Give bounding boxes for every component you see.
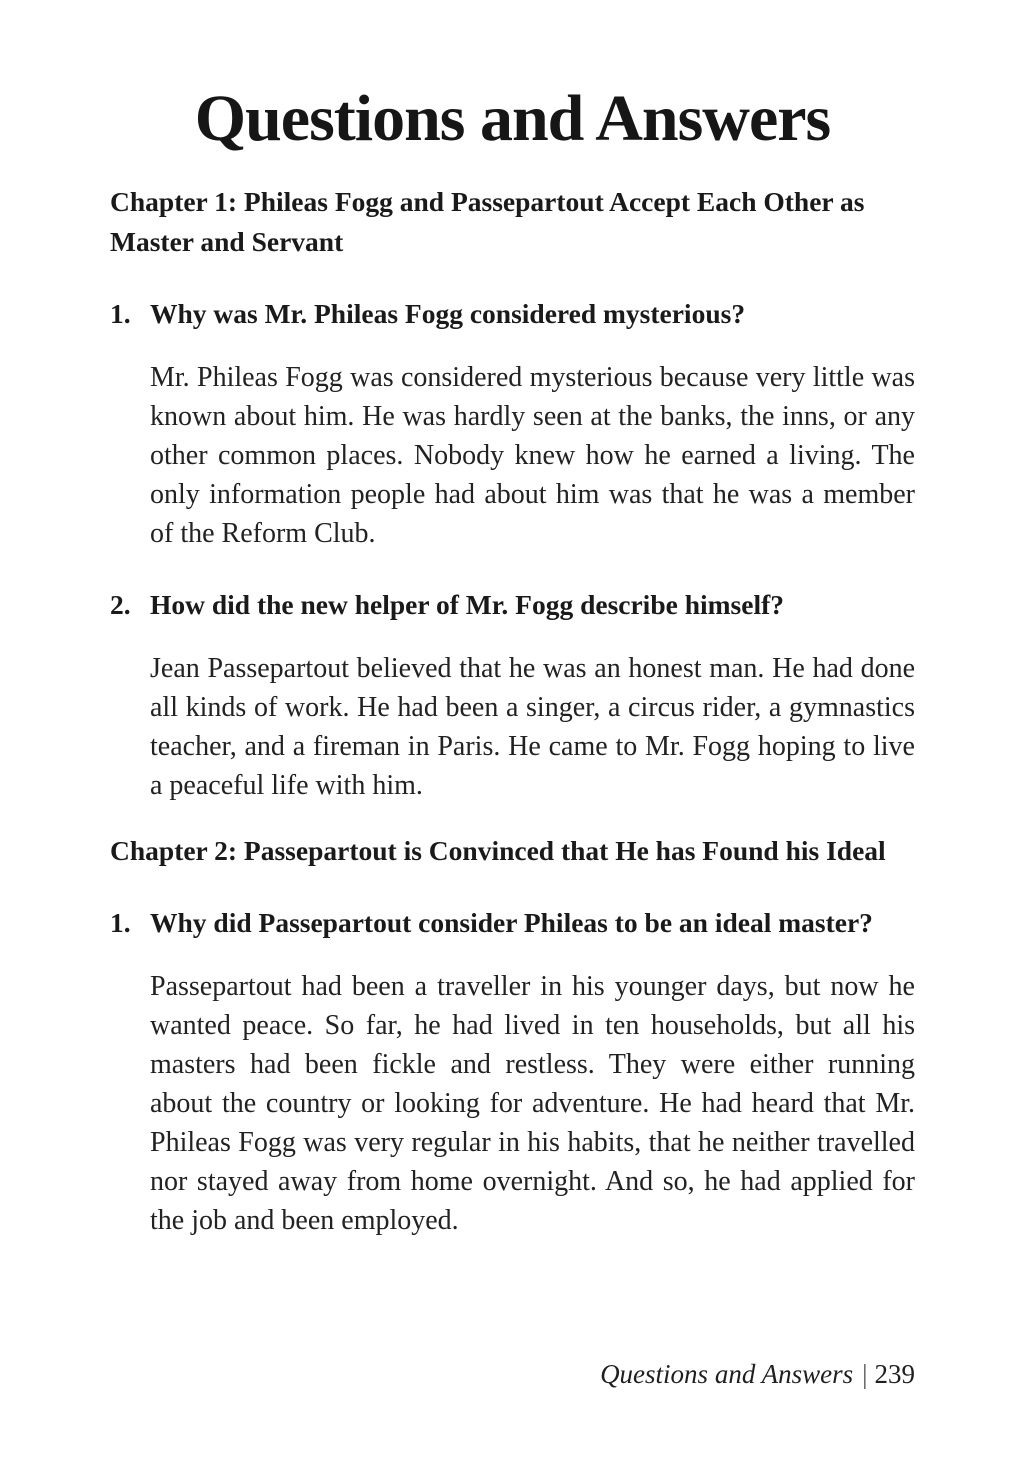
page-title: Questions and Answers: [194, 82, 831, 155]
question-item: [110, 294, 915, 333]
footer-running-title: Questions and Answers: [600, 1359, 854, 1389]
question-item: [110, 585, 915, 624]
question-text: Why did Passepartout consider Phileas to be an ideal master?: [150, 906, 873, 938]
question-number: 2.: [110, 588, 131, 620]
question-item: [110, 903, 915, 942]
page-footer: [600, 1359, 915, 1390]
question-text: How did the new helper of Mr. Fogg describe himself?: [150, 588, 784, 620]
answer-text: Passepartout had been a traveller in his younger days, but now he wanted peace. So far, he had lived in ten households, but all his masters had been fickle and restless. They were either running about the country or looking for adventure. He had heard that Mr. Phileas Fogg was very regular in his habits, that he neither travelled nor stayed away from home overnight. And so, he had applied for the job and been employed.: [150, 970, 915, 1236]
footer-separator: |: [862, 1359, 868, 1389]
chapter-1-section: [110, 182, 915, 805]
question-number: 1.: [110, 297, 131, 329]
answer-text: Jean Passepartout believed that he was an honest man. He had done all kinds of work. He had been a singer, a circus rider, a gymnastics teacher, and a fireman in Paris. He came to Mr. Fogg hoping to live a peaceful life with him.: [150, 652, 915, 801]
question-number: 1.: [110, 906, 131, 938]
question-text: Why was Mr. Phileas Fogg considered mysterious?: [150, 297, 746, 329]
chapter-2-section: [110, 831, 915, 1240]
footer-page-number: 239: [874, 1359, 915, 1389]
answer-text: Mr. Phileas Fogg was considered mysterious because very little was known about him. He was hardly seen at the banks, the inns, or any other common places. Nobody knew how he earned a living. The only information people had about him was that he was a member of the Reform Club.: [150, 361, 915, 549]
chapter-heading: Chapter 2: Passepartout is Convinced that He has Found his Ideal: [110, 834, 886, 866]
chapter-heading: Chapter 1: Phileas Fogg and Passepartout Accept Each Other as Master and Servant: [110, 185, 865, 257]
